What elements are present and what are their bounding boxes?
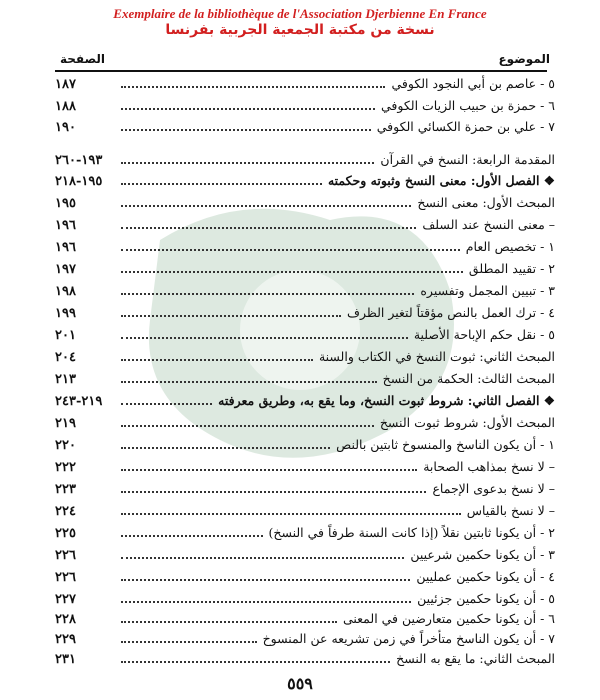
toc-entry-title: ٢ - تقييد المطلق — [468, 261, 555, 276]
toc-entry-page: ٢٢٦ — [55, 548, 76, 563]
toc-entry-title: ٥ - أن يكونا حكمين جزئيين — [417, 591, 555, 606]
toc-entry-title: ٧ - علي بن حمزة الكسائي الكوفي — [376, 119, 555, 134]
dot-leader — [121, 237, 460, 251]
dot-leader — [121, 589, 411, 603]
toc-entry-title: المبحث الثالث: الحكمة من النسخ — [382, 371, 555, 386]
toc-entry-page: ١٩٨ — [55, 284, 76, 299]
dot-leader — [121, 303, 341, 317]
toc-entry-page: ١٨٨ — [55, 99, 76, 114]
toc-entry — [55, 479, 555, 499]
toc-entry — [55, 237, 555, 257]
dot-leader — [121, 567, 410, 581]
toc-entry-title: ٧ - أن يكون الناسخ متأخراً في زمن تشريعه عن المنسوخ — [262, 631, 555, 646]
toc-entry-title: – معنى النسخ عند السلف — [422, 217, 555, 232]
toc-entry-page: ٢١٣ — [55, 372, 76, 387]
toc-entry-title: المقدمة الرابعة: النسخ في القرآن — [380, 152, 555, 167]
toc-entry-title: ❖ الفصل الثاني: شروط ثبوت النسخ، وما يقع به، وطريق معرفته — [218, 393, 555, 408]
toc-entry-title: المبحث الثاني: ثبوت النسخ في الكتاب والسنة — [318, 349, 555, 364]
toc-entry-page: ٢٢٠ — [55, 438, 76, 453]
toc-entry-page: ٢٢٦ — [55, 570, 76, 585]
toc-entry — [55, 391, 555, 411]
toc-entry-page: ٢٢٧ — [55, 592, 76, 607]
dot-leader — [121, 457, 417, 471]
toc-entry-page: ١٩٣-٢٦٠ — [55, 153, 103, 168]
toc-entry-page: ١٩٥-٢١٨ — [55, 174, 103, 189]
page-number: ٥٥٩ — [287, 674, 313, 693]
dot-leader — [121, 325, 408, 339]
toc-entry — [55, 369, 555, 389]
dot-leader — [121, 649, 390, 663]
toc-entry-page: ٢٢٥ — [55, 526, 76, 541]
toc-entry-page: ١٨٧ — [55, 77, 76, 92]
toc-entry-page: ٢٢٤ — [55, 504, 76, 519]
toc-entry — [55, 545, 555, 565]
toc-entry-page: ١٩٥ — [55, 196, 76, 211]
toc-entry-page: ١٩٩ — [55, 306, 76, 321]
toc-entry-title: – لا نسخ بدعوى الإجماع — [432, 481, 555, 496]
toc-entry — [55, 629, 555, 649]
toc-entry-page: ١٩٦ — [55, 240, 76, 255]
dot-leader — [121, 435, 330, 449]
toc-entry — [55, 96, 555, 116]
toc-entry — [55, 457, 555, 477]
toc-entry-title: – لا نسخ بالقياس — [466, 503, 555, 518]
toc-entry-page: ٢٢٨ — [55, 612, 76, 627]
dot-leader — [121, 117, 371, 131]
toc-entry-title: ٥ - عاصم بن أبي النجود الكوفي — [391, 76, 555, 91]
toc-entry-title: المبحث الأول: معنى النسخ — [417, 195, 555, 210]
toc-entry-title: ٤ - ترك العمل بالنص مؤقتاً لتغير الظرف — [346, 305, 555, 320]
dot-leader — [121, 545, 404, 559]
dot-leader — [121, 347, 313, 361]
toc-entry-title: ❖ الفصل الأول: معنى النسخ وثبوته وحكمته — [327, 173, 555, 188]
toc-entry — [55, 523, 555, 543]
toc-entry — [55, 609, 555, 629]
dot-leader — [121, 150, 374, 164]
toc-entry — [55, 501, 555, 521]
page-column-header: الصفحة — [60, 52, 106, 66]
toc-entry-title: ٣ - أن يكونا حكمين شرعيين — [410, 547, 555, 562]
toc-entry-title: – لا نسخ بمذاهب الصحابة — [423, 459, 555, 474]
topic-column-header: الموضوع — [498, 52, 550, 66]
toc-entry-page: ٢٠١ — [55, 328, 76, 343]
toc-entry-title: ٦ - حمزة بن حبيب الزيات الكوفي — [381, 98, 555, 113]
toc-entry-page: ٢٢٩ — [55, 632, 76, 647]
toc-entry-title: ١ - أن يكون الناسخ والمنسوخ ثابتين بالنص — [336, 437, 555, 452]
dot-leader — [121, 74, 385, 88]
dot-leader — [121, 523, 263, 537]
toc-entry-title: ٥ - نقل حكم الإباحة الأصلية — [413, 327, 555, 342]
toc-entry-page: ٢٠٤ — [55, 350, 76, 365]
toc-entry — [55, 649, 555, 669]
dot-leader — [121, 193, 411, 207]
toc-entry — [55, 215, 555, 235]
toc-entry-page: ١٩٦ — [55, 218, 76, 233]
toc-entry — [55, 589, 555, 609]
dot-leader — [121, 369, 377, 383]
dot-leader — [121, 96, 375, 110]
toc-entry — [55, 193, 555, 213]
library-stamp-latin: Exemplaire de la bibliothèque de l'Association Djerbienne En France — [113, 6, 487, 21]
dot-leader — [121, 609, 337, 623]
toc-entry — [55, 117, 555, 137]
toc-entry-page: ٢٢٢ — [55, 460, 76, 475]
toc-entry — [55, 567, 555, 587]
toc-entry-page: ٢١٩-٢٤٣ — [55, 394, 103, 409]
dot-leader — [121, 215, 416, 229]
dot-leader — [121, 171, 322, 185]
library-stamp-arabic: نسخة من مكتبة الجمعية الجربية بفرنسا — [165, 22, 435, 38]
toc-entry — [55, 150, 555, 170]
toc-entry-title: المبحث الثاني: ما يقع به النسخ — [396, 651, 555, 666]
dot-leader — [121, 629, 257, 643]
toc-entry — [55, 435, 555, 455]
toc-entry-title: ١ - تخصيص العام — [465, 239, 555, 254]
toc-entry-page: ٢١٩ — [55, 416, 76, 431]
dot-leader — [121, 413, 374, 427]
toc-entry-page: ١٩٧ — [55, 262, 76, 277]
toc-entry — [55, 413, 555, 433]
dot-leader — [121, 281, 414, 295]
toc-entry-page: ٢٣١ — [55, 652, 76, 667]
toc-entry-title: ٣ - تبيين المجمل وتفسيره — [420, 283, 555, 298]
dot-leader — [121, 479, 426, 493]
toc-entry-page: ١٩٠ — [55, 120, 76, 135]
header-rule — [55, 70, 547, 72]
toc-entry — [55, 281, 555, 301]
toc-entry-title: ٦ - أن يكونا حكمين متعارضين في المعنى — [342, 611, 555, 626]
dot-leader — [121, 391, 212, 405]
toc-entry-title: ٢ - أن يكونا ثابتين نقلاً (إذا كانت السنة طرفاً في النسخ) — [268, 525, 555, 540]
dot-leader — [121, 501, 461, 515]
toc-entry — [55, 171, 555, 191]
toc-entry-title: ٤ - أن يكونا حكمين عمليين — [416, 569, 555, 584]
toc-entry-title: المبحث الأول: شروط ثبوت النسخ — [379, 415, 555, 430]
toc-entry — [55, 303, 555, 323]
toc-entry-page: ٢٢٣ — [55, 482, 76, 497]
dot-leader — [121, 259, 463, 273]
toc-entry — [55, 74, 555, 94]
toc-entry — [55, 347, 555, 367]
toc-entry — [55, 259, 555, 279]
toc-entry — [55, 325, 555, 345]
